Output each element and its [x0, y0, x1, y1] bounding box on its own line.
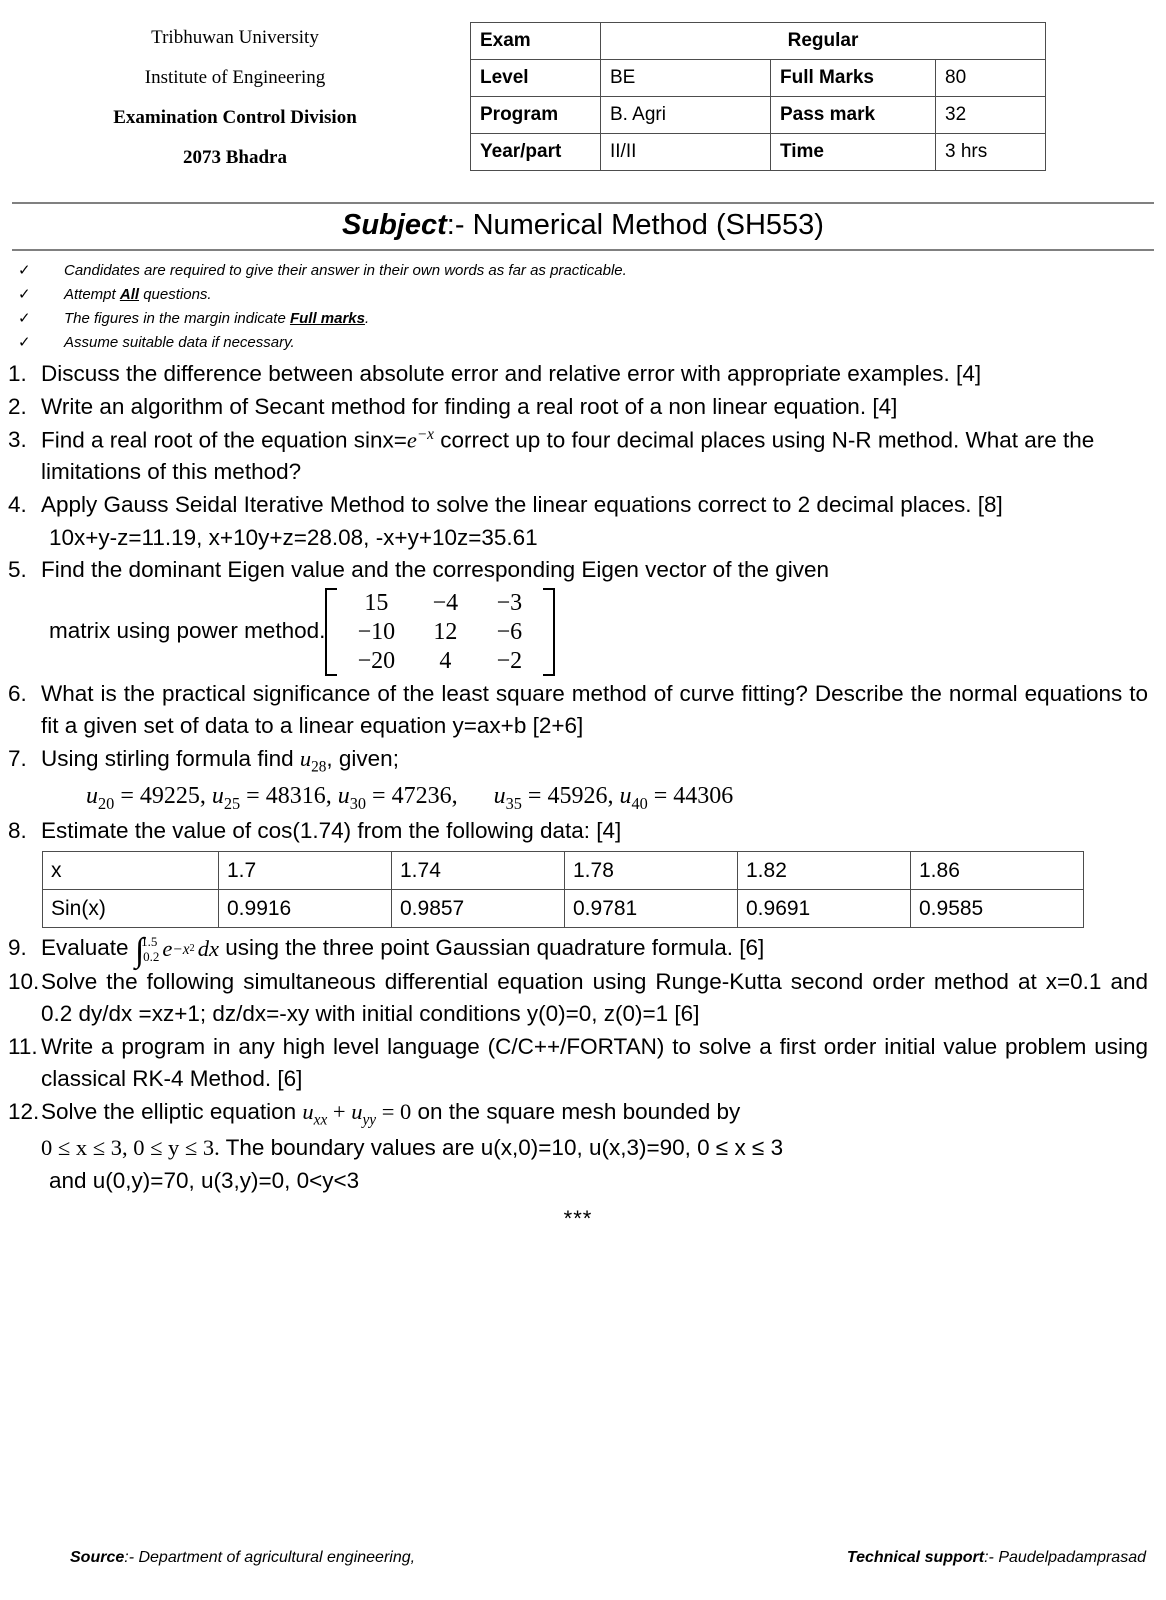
value-var: u	[86, 783, 98, 810]
question-9	[8, 931, 1148, 969]
pass-mark-label: Pass mark	[771, 97, 936, 134]
math-plus: +	[327, 1099, 352, 1125]
table-row	[471, 134, 1046, 171]
matrix-cell: −6	[496, 618, 523, 645]
instructions-list	[0, 261, 1166, 352]
value-eq: =	[647, 783, 674, 810]
subject-separator: :-	[446, 208, 473, 241]
matrix-cell: −3	[496, 589, 523, 616]
value-sub: 35	[505, 794, 522, 814]
level-value: BE	[601, 60, 771, 97]
table-cell: 1.74	[392, 852, 565, 890]
question-7	[8, 743, 1148, 778]
list-item	[18, 309, 1166, 328]
value-var: u	[337, 783, 350, 810]
question-text	[41, 1096, 1148, 1131]
program-value: B. Agri	[601, 97, 771, 134]
page-footer	[0, 1549, 1166, 1567]
list-item	[18, 333, 1166, 352]
value-comma: ,	[325, 783, 338, 810]
question-pre: Evaluate	[41, 935, 135, 961]
value-comma: ,	[451, 783, 494, 810]
instruction-pre: Attempt	[64, 285, 120, 303]
instruction-text	[64, 310, 369, 328]
matrix-cell: 4	[439, 647, 452, 674]
instruction-pre: Assume suitable data if necessary.	[64, 333, 295, 351]
question-text: Estimate the value of cos(1.74) from the following data: [4]	[41, 818, 622, 844]
question-text: Write a program in any high level language (C/C++/FORTAN) to solve a first order initial value problem using classical RK-4 Method. [6]	[41, 1034, 1148, 1092]
value-eq: =	[521, 783, 548, 810]
row-label-sin: Sin(x)	[43, 890, 219, 928]
math-subscript: 28	[311, 758, 327, 776]
level-label: Level	[471, 60, 601, 97]
check-icon: ✓	[18, 261, 31, 279]
math-sub-yy: yy	[362, 1111, 377, 1129]
question-text	[41, 424, 1148, 488]
source-value: Department of agricultural engineering,	[138, 1549, 416, 1566]
question-number: 12.	[8, 1099, 40, 1125]
check-icon: ✓	[18, 309, 31, 327]
question-5	[8, 554, 1148, 586]
support-separator: :-	[984, 1549, 999, 1566]
question-text: Write an algorithm of Secant method for finding a real root of a non linear equation. [4]	[41, 393, 898, 419]
list-item	[18, 285, 1166, 304]
table-cell: 0.9585	[911, 890, 1084, 928]
instruction-text	[64, 334, 295, 352]
question-12	[8, 1096, 1148, 1131]
table-row	[471, 23, 1046, 60]
question-6	[8, 678, 1148, 742]
questions-list	[0, 358, 1166, 1235]
table-row	[43, 890, 1084, 928]
value-num: 48316	[265, 783, 326, 810]
question-part-2: correct up to four decimal places using N-R method. What are the limitations of this method?	[41, 427, 1095, 485]
instruction-post: .	[364, 309, 370, 327]
source-label: Source	[70, 1549, 125, 1566]
check-icon: ✓	[18, 333, 31, 351]
check-icon: ✓	[18, 285, 31, 303]
value-num: 45926	[547, 783, 608, 810]
question-12-bounds-line	[41, 1132, 1148, 1164]
question-text: Discuss the difference between absolute error and relative error with appropriate examples. [4]	[41, 360, 982, 386]
source-separator: :-	[124, 1549, 139, 1566]
math-u2: u	[351, 1099, 363, 1125]
full-marks-value: 80	[936, 60, 1046, 97]
question-post: using the three point Gaussian quadrature formula. [6]	[218, 935, 765, 961]
value-num: 49225	[139, 783, 200, 810]
value-comma: ,	[199, 783, 212, 810]
row-label-x: x	[43, 852, 219, 890]
question-4-equations: 10x+y-z=11.19, x+10y+z=28.08, -x+y+10z=35.61	[49, 525, 538, 551]
table-cell: 1.7	[219, 852, 392, 890]
math-variable: u	[299, 746, 312, 772]
question-number: 6.	[8, 681, 27, 707]
question-text: Solve the following simultaneous differential equation using Runge-Kutta second order method at x=0.1 and 0.2 dy/dx =xz+1; dz/dx=-xy with initial conditions y(0)=0, z(0)=1 [6]	[41, 969, 1148, 1027]
instruction-text	[64, 286, 212, 304]
question-number: 5.	[8, 557, 27, 583]
exam-date: 2073 Bhadra	[183, 146, 287, 168]
matrix-cell: 15	[364, 589, 389, 616]
question-5-matrix-row	[8, 588, 1148, 676]
question-number: 3.	[8, 426, 27, 452]
page-header	[0, 0, 1166, 188]
matrix-grid	[337, 588, 543, 676]
math-sub-xx: xx	[313, 1111, 328, 1129]
question-11	[8, 1031, 1148, 1095]
exam-label: Exam	[471, 23, 601, 60]
instruction-emphasis: Full marks	[289, 309, 365, 327]
table-row	[43, 852, 1084, 890]
value-var: u	[619, 783, 632, 810]
matrix-cell: −10	[357, 618, 396, 645]
integral-expression	[134, 931, 219, 969]
technical-support-credit	[847, 1549, 1146, 1567]
math-base: e	[406, 427, 417, 453]
question-pre: Using stirling formula find	[41, 746, 300, 772]
question-mid: on the square mesh bounded by	[411, 1099, 741, 1125]
table-cell: 0.9691	[738, 890, 911, 928]
integrand-exponent: −x	[172, 940, 190, 958]
value-sub: 30	[349, 794, 367, 814]
question-3	[8, 424, 1148, 488]
question-text	[41, 931, 1148, 969]
question-number: 2.	[8, 393, 27, 419]
integrand-base: e	[162, 936, 173, 962]
question-text: Find the dominant Eigen value and the corresponding Eigen vector of the given	[41, 557, 830, 583]
question-number: 10.	[8, 969, 40, 995]
matrix-cell: −20	[357, 647, 396, 674]
differential: dx	[197, 936, 219, 962]
question-part-1: Find a real root of the equation sinx=	[41, 427, 407, 453]
time-label: Time	[771, 134, 936, 171]
question-text: Apply Gauss Seidal Iterative Method to solve the linear equations correct to 2 decimal places. [8]	[41, 492, 1003, 518]
instruction-post: questions.	[139, 285, 212, 303]
subject-label: Subject	[342, 208, 447, 241]
value-sub: 40	[631, 794, 648, 814]
table-cell: 0.9857	[392, 890, 565, 928]
time-value: 3 hrs	[936, 134, 1046, 171]
question-12-line-2	[8, 1132, 1148, 1164]
question-number: 4.	[8, 492, 27, 518]
instruction-text	[64, 262, 627, 280]
pass-mark-value: 32	[936, 97, 1046, 134]
value-sub: 20	[98, 794, 115, 814]
value-num: 47236	[391, 783, 452, 810]
integral-upper-limit: 1.5	[141, 933, 158, 949]
year-part-value: II/II	[601, 134, 771, 171]
program-label: Program	[471, 97, 601, 134]
subject-band	[12, 202, 1154, 251]
instruction-pre: The figures in the margin indicate	[64, 309, 290, 327]
question-number: 9.	[8, 935, 27, 961]
institute-name: Institute of Engineering	[144, 66, 326, 88]
value-var: u	[493, 783, 506, 810]
table-cell: 0.9781	[565, 890, 738, 928]
question-8	[8, 815, 1148, 847]
table-row	[471, 60, 1046, 97]
table-row	[471, 97, 1046, 134]
table-cell: 1.78	[565, 852, 738, 890]
instruction-emphasis: All	[119, 285, 140, 303]
question-2	[8, 391, 1148, 423]
question-pre: Solve the elliptic equation	[41, 1099, 303, 1125]
question-1	[8, 358, 1148, 390]
list-item	[18, 261, 1166, 280]
matrix-bracket-right	[543, 588, 555, 676]
matrix-cell: −4	[432, 589, 459, 616]
table-cell: 0.9916	[219, 890, 392, 928]
source-credit	[70, 1549, 415, 1567]
university-name: Tribhuwan University	[151, 27, 319, 48]
value-var: u	[211, 783, 224, 810]
question-number: 7.	[8, 746, 27, 772]
year-part-label: Year/part	[471, 134, 601, 171]
question-number: 8.	[8, 818, 27, 844]
boundary-values-text: The boundary values are u(x,0)=10, u(x,3)=90, 0 ≤ x ≤ 3	[219, 1135, 784, 1161]
institution-block	[0, 22, 470, 188]
matrix-cell: 12	[433, 618, 458, 645]
question-text	[41, 743, 1148, 778]
subject-name: Numerical Method (SH553)	[472, 208, 824, 241]
question-number: 1.	[8, 360, 27, 386]
matrix-lead-text: matrix using power method.	[49, 618, 326, 644]
bounds-expression: 0 ≤ x ≤ 3, 0 ≤ y ≤ 3.	[41, 1135, 220, 1161]
question-post: , given;	[326, 746, 399, 772]
matrix-cell: −2	[496, 647, 523, 674]
table-cell: 1.82	[738, 852, 911, 890]
question-7-values	[8, 779, 1148, 815]
question-number-spacer	[8, 1132, 41, 1164]
division-name: Examination Control Division	[113, 106, 357, 128]
math-u1: u	[302, 1099, 314, 1125]
exam-info-table	[470, 22, 1046, 171]
question-10	[8, 966, 1148, 1030]
question-text: What is the practical significance of the least square method of curve fitting? Describe the normal equations to fit a given set of data to a linear equation y=ax+b [2+6]	[41, 681, 1148, 739]
value-sub: 25	[223, 794, 241, 814]
end-marker: ***	[563, 1206, 593, 1232]
value-comma: ,	[607, 783, 620, 810]
question-12-line-3: and u(0,y)=70, u(3,y)=0, 0<y<3	[49, 1168, 360, 1194]
integral-sign: ∫	[134, 931, 145, 969]
footer-spacer	[415, 1549, 847, 1567]
question-4	[8, 489, 1148, 521]
value-num: 44306	[673, 783, 734, 810]
table-cell: 1.86	[911, 852, 1084, 890]
question-8-data-table	[42, 851, 1084, 928]
support-label: Technical support	[846, 1549, 985, 1566]
subject-line	[342, 209, 824, 241]
value-eq: =	[114, 783, 140, 810]
question-number: 11.	[8, 1034, 38, 1060]
full-marks-label: Full Marks	[771, 60, 936, 97]
integral-lower-limit: 0.2	[143, 949, 160, 965]
matrix	[325, 588, 555, 676]
value-eq: =	[240, 783, 266, 810]
math-exponent: −x	[416, 425, 434, 443]
support-value: Paudelpadamprasad	[998, 1549, 1146, 1566]
exam-value: Regular	[601, 23, 1046, 60]
instruction-pre: Candidates are required to give their answer in their own words as far as practicable.	[64, 261, 627, 279]
matrix-bracket-left	[325, 588, 337, 676]
value-eq: =	[366, 783, 392, 810]
integrand-exponent-power: 2	[189, 943, 195, 955]
math-equals-zero: = 0	[376, 1099, 412, 1125]
